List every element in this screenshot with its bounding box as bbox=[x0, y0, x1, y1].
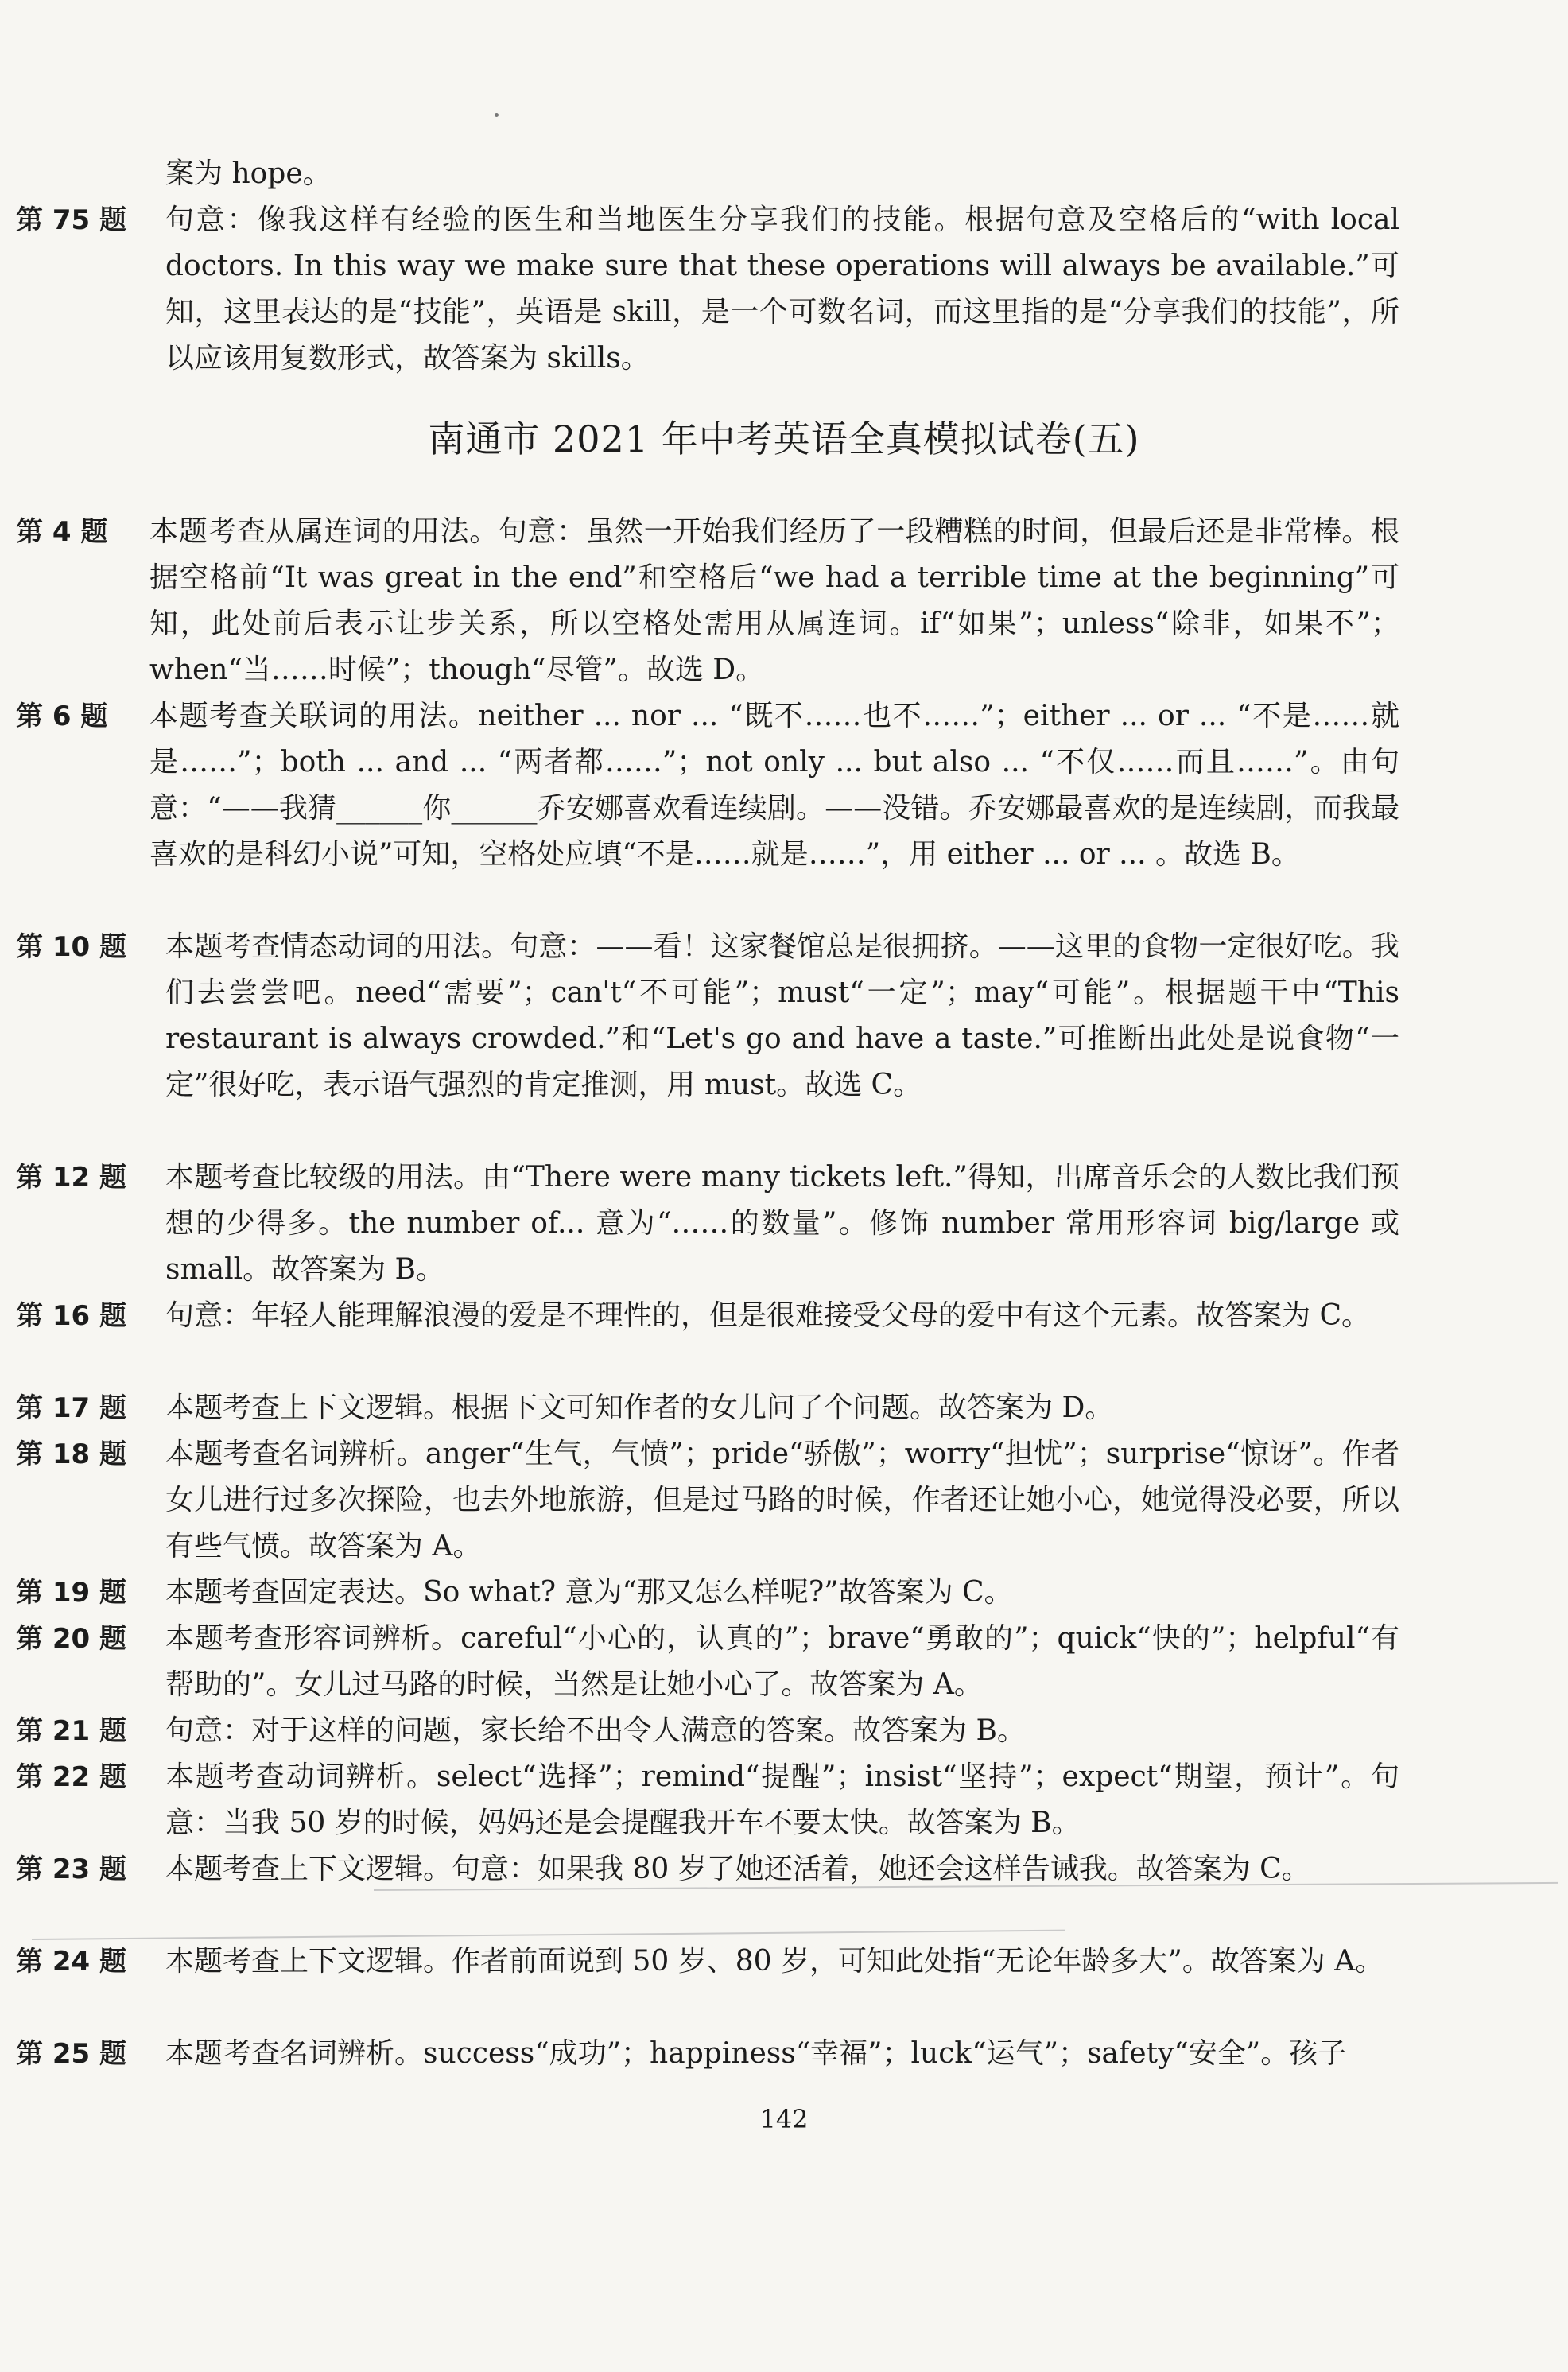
explanation-text: 本题考查关联词的用法。neither ... nor ... “既不……也不……”；either ... or ... “不是……就是……”；both ... and ... “两者都……”；not only ... but also ... “不仅……而且……”。由句意：“——我猜______你______乔安娜喜欢看连续剧。——没错。乔安娜最喜欢的是连续剧，而我最喜欢的是科幻小说”可知，空格处应填“不是……就是……”，用 either ... or ... 。故选 B。 bbox=[149, 700, 1399, 871]
question-label: 第 20 题 bbox=[16, 1623, 126, 1655]
explanation-text: 本题考查比较级的用法。由“There were many tickets left.”得知，出席音乐会的人数比我们预想的少得多。the number of... 意为“……的数量”。修饰 number 常用形容词 big/large 或 small。故答案为 B。 bbox=[165, 1161, 1399, 1286]
answer-item bbox=[16, 1431, 1399, 1570]
explanation-text: 本题考查动词辨析。select“选择”；remind“提醒”；insist“坚持”；expect“期望，预计”。句意：当我 50 岁的时候，妈妈还是会提醒我开车不要太快。故答案为 B。 bbox=[165, 1761, 1399, 1839]
question-label: 第 10 题 bbox=[16, 931, 126, 963]
explanation-text: 句意：对于这样的问题，家长给不出令人满意的答案。故答案为 B。 bbox=[165, 1714, 1026, 1747]
question-label: 第 22 题 bbox=[16, 1761, 126, 1793]
question-label: 第 6 题 bbox=[16, 701, 108, 732]
question-label: 第 12 题 bbox=[16, 1162, 126, 1194]
explanation-text: 本题考查上下文逻辑。根据下文可知作者的女儿问了个问题。故答案为 D。 bbox=[165, 1392, 1114, 1424]
explanation-text: 句意：年轻人能理解浪漫的爱是不理性的，但是很难接受父母的爱中有这个元素。故答案为 C。 bbox=[165, 1299, 1370, 1332]
answer-item bbox=[16, 509, 1399, 693]
answer-item bbox=[16, 1293, 1399, 1339]
question-label: 第 25 题 bbox=[16, 2038, 126, 2070]
answer-item bbox=[16, 1939, 1399, 1985]
question-label: 第 16 题 bbox=[16, 1300, 126, 1332]
explanation-text: 本题考查从属连词的用法。句意：虽然一开始我们经历了一段糟糕的时间，但最后还是非常棒。根据空格前“It was great in the end”和空格后“we had a terrible time at the beginning”可知，此处前后表示让步关系，所以空格处需用从属连词。if“如果”；unless“除非，如果不”；when“当……时候”；though“尽管”。故选 D。 bbox=[149, 515, 1399, 686]
explanation-text: 本题考查名词辨析。anger“生气，气愤”；pride“骄傲”；worry“担忧”；surprise“惊讶”。作者女儿进行过多次探险，也去外地旅游，但是过马路的时候，作者还让她小心，她觉得没必要，所以有些气愤。故答案为 A。 bbox=[165, 1438, 1399, 1563]
answer-item bbox=[16, 1570, 1399, 1616]
answer-item bbox=[16, 693, 1399, 878]
answer-item bbox=[16, 1155, 1399, 1293]
question-label: 第 24 题 bbox=[16, 1946, 126, 1978]
section-title: 南通市 2021 年中考英语全真模拟试卷(五) bbox=[428, 417, 1140, 460]
question-label: 第 75 题 bbox=[16, 204, 126, 236]
explanation-text: 本题考查上下文逻辑。句意：如果我 80 岁了她还活着，她还会这样告诫我。故答案为 C。 bbox=[165, 1853, 1310, 1885]
answer-item bbox=[16, 1616, 1399, 1708]
question-label: 第 19 题 bbox=[16, 1577, 126, 1609]
page-number: 142 bbox=[759, 2104, 809, 2134]
scan-speck bbox=[495, 113, 499, 117]
answer-item bbox=[16, 1708, 1399, 1754]
explanation-text: 本题考查名词辨析。success“成功”；happiness“幸福”；luck“运气”；safety“安全”。孩子 bbox=[165, 2037, 1347, 2070]
question-label: 第 23 题 bbox=[16, 1854, 126, 1885]
answer-item bbox=[16, 1385, 1399, 1431]
answer-item-75 bbox=[16, 197, 1399, 382]
answer-item bbox=[16, 2031, 1399, 2077]
explanation-text: 本题考查情态动词的用法。句意：——看！这家餐馆总是很拥挤。——这里的食物一定很好吃。我们去尝尝吧。need“需要”；can't“不可能”；must“一定”；may“可能”。根据题干中“This restaurant is always crowded.”和“Let's go and have a taste.”可推断出此处是说食物“一定”很好吃，表示语气强烈的肯定推测，用 must。故选 C。 bbox=[165, 930, 1399, 1101]
question-label: 第 21 题 bbox=[16, 1715, 126, 1747]
answer-item bbox=[16, 1754, 1399, 1846]
question-label: 第 18 题 bbox=[16, 1438, 126, 1470]
continuation-text: 案为 hope。 bbox=[165, 157, 332, 190]
explanation-text: 句意：像我这样有经验的医生和当地医生分享我们的技能。根据句意及空格后的“with local doctors. In this way we make sure that these operations will always be available.”可知，这里表达的是“技能”，英语是 skill，是一个可数名词，而这里指的是“分享我们的技能”，所以应该用复数形式，故答案为 skills。 bbox=[165, 204, 1399, 375]
explanation-text: 本题考查上下文逻辑。作者前面说到 50 岁、80 岁，可知此处指“无论年龄多大”。故答案为 A。 bbox=[165, 1945, 1384, 1978]
explanation-text: 本题考查固定表达。So what? 意为“那又怎么样呢?”故答案为 C。 bbox=[165, 1576, 1013, 1609]
question-label: 第 17 题 bbox=[16, 1392, 126, 1424]
explanation-text: 本题考查形容词辨析。careful“小心的，认真的”；brave“勇敢的”；quick“快的”；helpful“有帮助的”。女儿过马路的时候，当然是让她小心了。故答案为 A。 bbox=[165, 1622, 1399, 1701]
answer-item bbox=[16, 924, 1399, 1108]
question-label: 第 4 题 bbox=[16, 516, 108, 548]
